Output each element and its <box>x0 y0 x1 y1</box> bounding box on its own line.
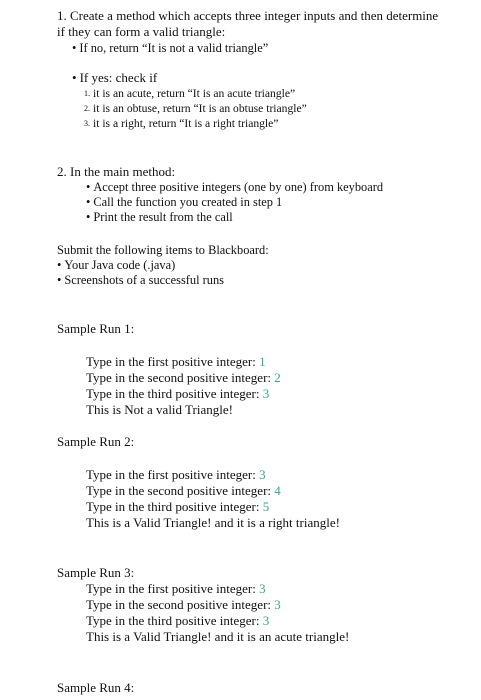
task2-item-text: Call the function you created in step 1 <box>93 195 283 209</box>
bullet-icon: • <box>86 180 91 194</box>
prompt-line <box>86 499 269 515</box>
input-value: 5 <box>262 499 270 514</box>
input-value: 3 <box>274 597 281 612</box>
prompt-line <box>86 483 281 499</box>
task1-intro-line1: 1. Create a method which accepts three integer inputs and then determine <box>57 8 439 23</box>
input-value: 4 <box>274 483 281 498</box>
input-value: 3 <box>259 581 266 596</box>
check-text: it is an obtuse, return “It is an obtuse triangle” <box>93 102 307 115</box>
bullet-icon: • <box>57 258 62 272</box>
task2-item-text: Accept three positive integers (one by one) from keyboard <box>93 180 384 194</box>
sample-run-title: Sample Run 2: <box>57 434 135 449</box>
submit-item <box>57 272 224 288</box>
prompt-line <box>86 354 266 370</box>
task2-item-text: Print the result from the call <box>93 210 233 224</box>
prompt-text: Type in the first positive integer: <box>86 354 256 369</box>
bullet-icon: • <box>57 273 62 287</box>
submit-item-text: Your Java code (.java) <box>64 258 176 272</box>
submit-item-text: Screenshots of a successful runs <box>64 273 225 287</box>
result-line: This is a Valid Triangle! and it is an acute triangle! <box>86 629 350 644</box>
prompt-text: Type in the third positive integer: <box>86 499 260 514</box>
prompt-line <box>86 370 281 386</box>
task1-if-yes <box>72 70 157 86</box>
task2-item <box>86 209 233 225</box>
check-number: 3. <box>84 119 90 128</box>
sample-run-title: Sample Run 4: <box>57 680 135 695</box>
prompt-text: Type in the second positive integer: <box>86 597 272 612</box>
bullet-icon: • <box>72 70 77 85</box>
prompt-line <box>86 613 269 629</box>
submit-item <box>57 257 175 273</box>
input-value: 3 <box>262 613 270 628</box>
task2-item <box>86 194 282 210</box>
task2-heading: 2. In the main method: <box>57 164 176 179</box>
if-yes-text: If yes: check if <box>79 70 158 85</box>
input-value: 1 <box>259 354 266 369</box>
prompt-line <box>86 386 269 402</box>
task2-item <box>86 179 383 195</box>
check-text: it is an acute, return “It is an acute triangle” <box>93 87 296 100</box>
check-number: 2. <box>84 104 90 113</box>
bullet-icon: • <box>86 210 91 224</box>
check-item <box>84 116 278 133</box>
sample-run-title: Sample Run 3: <box>57 565 135 580</box>
prompt-text: Type in the first positive integer: <box>86 581 256 596</box>
result-line: This is Not a valid Triangle! <box>86 402 233 417</box>
prompt-text: Type in the second positive integer: <box>86 370 272 385</box>
if-no-text: If no, return “It is not a valid triangle” <box>79 41 269 55</box>
input-value: 3 <box>262 386 270 401</box>
check-number: 1. <box>84 89 90 98</box>
bullet-icon: • <box>86 195 91 209</box>
prompt-text: Type in the second positive integer: <box>86 483 272 498</box>
prompt-line <box>86 467 266 483</box>
task1-if-no <box>72 40 268 56</box>
check-text: it is a right, return “It is a right triangle” <box>93 117 279 130</box>
input-value: 3 <box>259 467 266 482</box>
prompt-text: Type in the first positive integer: <box>86 467 256 482</box>
submit-heading: Submit the following items to Blackboard: <box>57 243 269 257</box>
task1-intro-line2: if they can form a valid triangle: <box>57 24 226 39</box>
prompt-line <box>86 597 281 613</box>
sample-run-title: Sample Run 1: <box>57 321 135 336</box>
bullet-icon: • <box>72 41 77 55</box>
prompt-line <box>86 581 266 597</box>
prompt-text: Type in the third positive integer: <box>86 613 260 628</box>
result-line: This is a Valid Triangle! and it is a right triangle! <box>86 515 340 530</box>
prompt-text: Type in the third positive integer: <box>86 386 260 401</box>
input-value: 2 <box>274 370 281 385</box>
